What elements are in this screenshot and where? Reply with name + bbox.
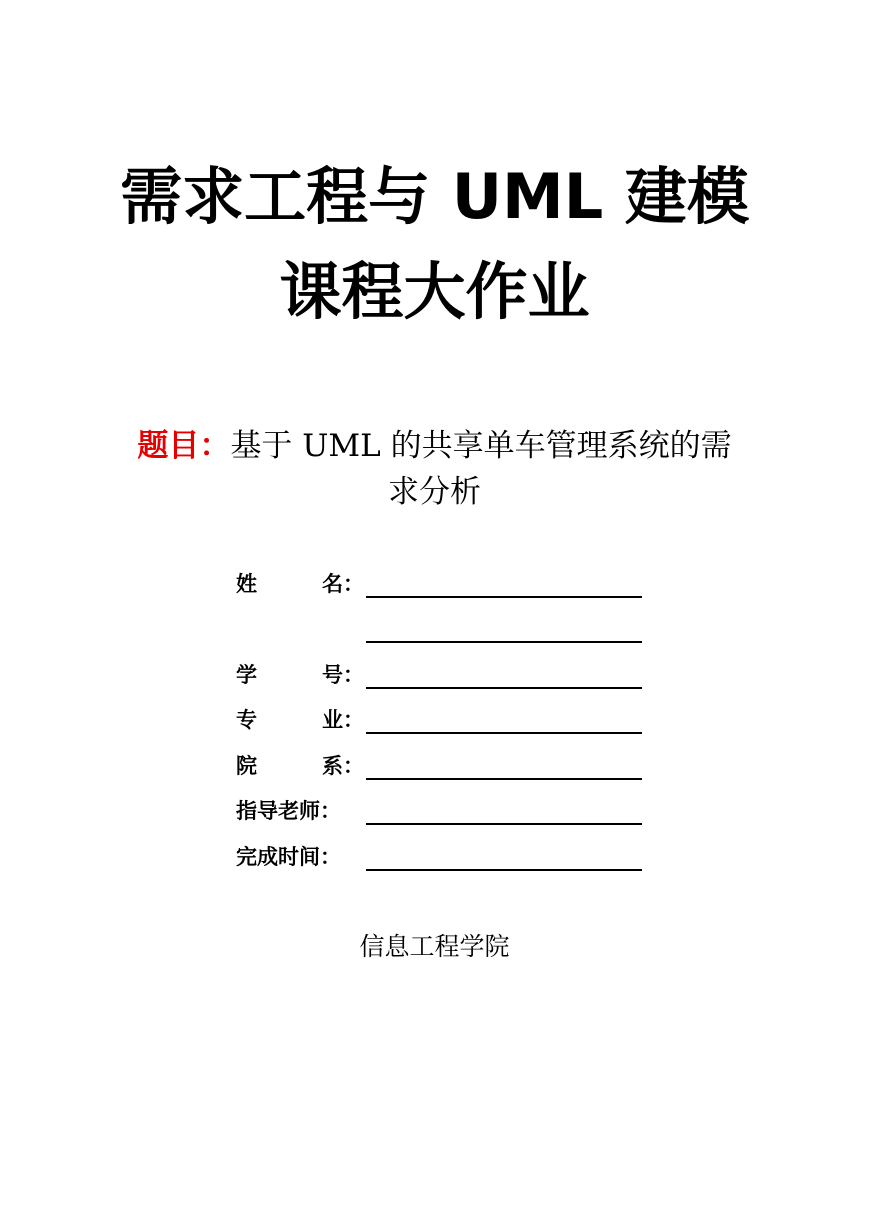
- field-label-department: [236, 752, 364, 780]
- subject-label: 题目：: [137, 428, 231, 464]
- field-label-advisor-text: 指导老师：: [236, 799, 341, 823]
- field-line-advisor[interactable]: [366, 823, 642, 825]
- field-label-name-part-2: 名：: [322, 572, 364, 596]
- field-label-department-part-2: 系：: [322, 754, 364, 778]
- field-row-advisor: [236, 797, 642, 829]
- document-title-line-2: 课程大作业: [279, 255, 590, 328]
- subject-line-2: 求分析: [388, 474, 481, 510]
- field-label-completion-time: [236, 843, 364, 871]
- field-label-completion-time-text: 完成时间：: [236, 845, 341, 869]
- school-name: 信息工程学院: [359, 932, 510, 961]
- field-row-completion-time: [236, 843, 642, 875]
- field-label-major-part-1: 专: [236, 708, 257, 732]
- field-line-name-extra[interactable]: [366, 641, 642, 643]
- field-row-major: [236, 706, 642, 738]
- field-row-department: [236, 752, 642, 784]
- field-label-name: [236, 570, 364, 598]
- field-label-student-id: [236, 661, 364, 689]
- field-row-name-extra: [236, 615, 642, 647]
- subject-text-1: 基于 UML 的共享单车管理系统的需: [230, 428, 732, 464]
- field-line-name[interactable]: [366, 596, 642, 598]
- field-label-department-part-1: 院: [236, 754, 257, 778]
- field-row-name: [236, 570, 642, 602]
- field-line-major[interactable]: [366, 732, 642, 734]
- field-row-student-id: [236, 661, 642, 693]
- subject-line-1: [0, 424, 869, 468]
- field-line-completion-time[interactable]: [366, 869, 642, 871]
- document-title-line-1: 需求工程与 UML 建模: [120, 160, 749, 233]
- field-label-major-part-2: 业：: [322, 708, 364, 732]
- field-label-name-part-1: 姓: [236, 572, 257, 596]
- field-label-student-id-part-1: 学: [236, 663, 257, 687]
- field-line-student-id[interactable]: [366, 687, 642, 689]
- field-line-department[interactable]: [366, 778, 642, 780]
- field-label-advisor: [236, 797, 364, 825]
- field-label-major: [236, 706, 364, 734]
- field-label-student-id-part-2: 号：: [322, 663, 364, 687]
